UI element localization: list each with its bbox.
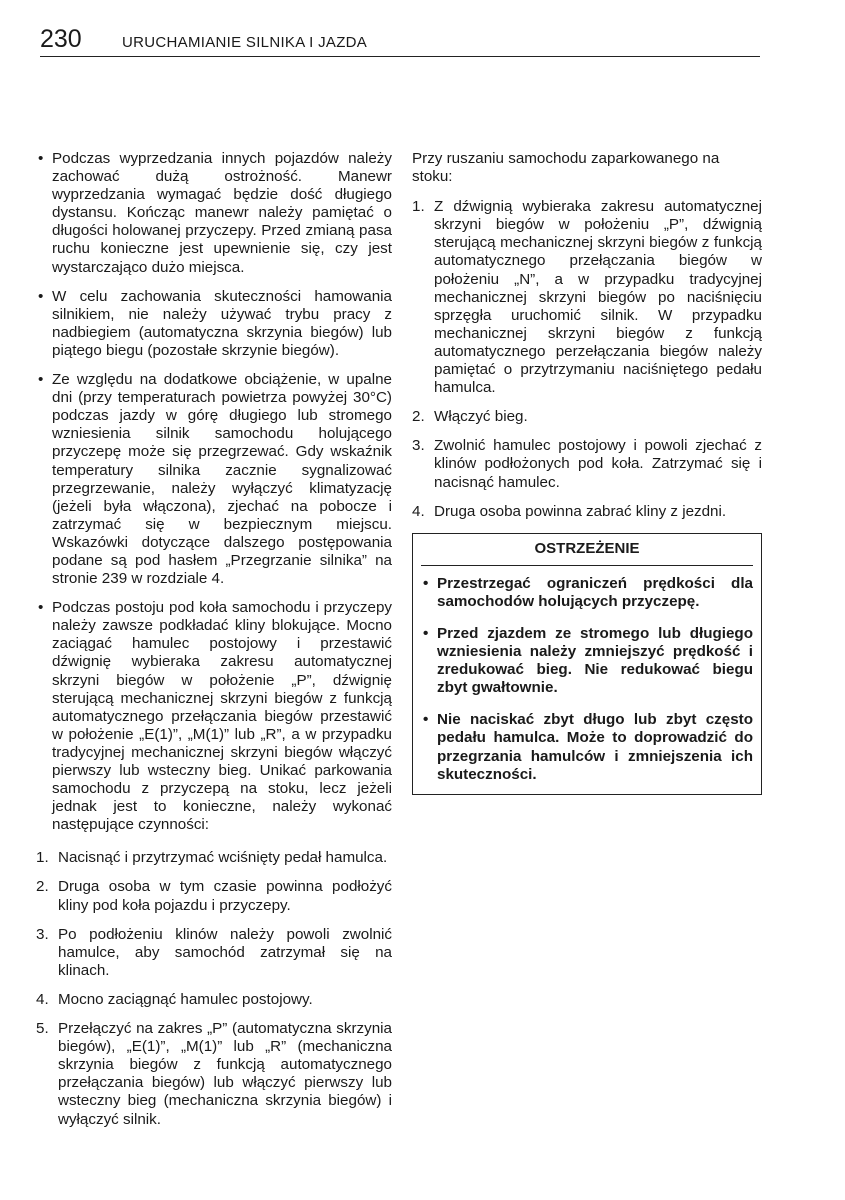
bullet-parking: • Podczas postoju pod koła samochodu i przyczepy należy zawsze podkładać kliny blokujące. Mocno zaciągać hamulec postojowy i przestawić dźwignię wybieraka zakresu automatycznej skrzyni biegów w położenie „P”, dźwignię sterującą mechanicznej skrzyni biegów z funkcją automatycznego przełączania biegów przestawić w położenie „E(1)”, „M(1)” lub „R”, a w przypadku tradycyjnej mechanicznej skrzyni biegów włączyć pierwszy lub wsteczny bieg. Unikać parkowania samochodu z przyczepą na stoku, lecz jeżeli jednak jest to konieczne, należy wykonać następujące czynności:	[36, 599, 392, 834]
step-text: Włączyć bieg.	[434, 408, 528, 426]
step-number: 5.	[36, 1020, 49, 1038]
list-item	[36, 991, 392, 1009]
list-item	[412, 198, 762, 397]
page-number: 230	[40, 25, 82, 53]
bullet-overtaking: • Podczas wyprzedzania innych pojazdów należy zachować dużą ostrożność. Manewr wyprzedzania wymagać będzie dość długiego dystansu. Kończąc manewr należy pamiętać o długości holowanej przyczepy. Przed zmianą pasa ruchu konieczne jest upewnienie się, czy jest wystarczająco dużo miejsca.	[36, 150, 392, 277]
step-number: 1.	[412, 198, 425, 216]
step-number: 4.	[412, 502, 425, 520]
warning-bullet-speed: • Przestrzegać ograniczeń prędkości dla samochodów holujących przyczepę.	[421, 575, 753, 611]
step-text: Po podłożeniu klinów należy powoli zwolnić hamulce, aby samochód zatrzymał się na klinach.	[58, 925, 392, 979]
step-number: 3.	[36, 925, 49, 943]
step-number: 4.	[36, 990, 49, 1008]
step-number: 2.	[36, 878, 49, 896]
warning-bullet-brakes: • Nie naciskać zbyt długo lub zbyt często pedału hamulca. Może to doprowadzić do przegrzania hamulców i zmniejszenia ich skuteczności.	[421, 711, 753, 783]
bullet-overheating: • Ze względu na dodatkowe obciążenie, w upalne dni (przy temperaturach powietrza powyżej 30°C) podczas jazdy w górę długiego lub stromego wzniesienia silnik samochodu holującego przyczepę może się przegrzewać. Gdy wskaźnik temperatury silnika zacznie sygnalizować przegrzewanie, należy wyłączyć klimatyzację (jeżeli była włączona), zjechać na pobocze i zatrzymać się w bezpiecznym miejscu. Wskazówki dotyczące dalszego postępowania podane są pod hasłem „Przegrzanie silnika” na stronie 239 w rozdziale 4.	[36, 371, 392, 588]
step-text: Zwolnić hamulec postojowy i powoli zjechać z klinów podłożonych pod koła. Zatrzymać się i nacisnąć hamulec.	[434, 437, 762, 491]
list-item	[36, 926, 392, 980]
warning-bullet-descent: • Przed zjazdem ze stromego lub długiego wzniesienia należy zmniejszyć prędkość i zredukować bieg. Nie redukować biegu zbyt gwałtownie.	[421, 625, 753, 697]
section-title: URUCHAMIANIE SILNIKA I JAZDA	[122, 34, 368, 51]
bullet-engine-braking: • W celu zachowania skuteczności hamowania silnikiem, nie należy używać trybu pracy z nadbiegiem (automatyczna skrzynia biegów) lub piątego biegu (pozostałe skrzynie biegów).	[36, 288, 392, 360]
list-item	[36, 849, 392, 867]
step-text: Druga osoba w tym czasie powinna podłożyć kliny pod koła pojazdu i przyczepy.	[58, 878, 392, 914]
left-column	[36, 150, 392, 1140]
list-item	[412, 437, 762, 491]
step-number: 2.	[412, 408, 425, 426]
list-item	[412, 408, 762, 426]
intro-text: Przy ruszaniu samochodu zaparkowanego na stoku:	[412, 150, 720, 186]
warning-box	[412, 533, 762, 795]
step-text: Przełączyć na zakres „P” (automatyczna skrzynia biegów), „E(1)”, „M(1)” lub „R” (mechaniczna skrzynia biegów z funkcją automatycznego przełączania biegów) lub włączyć pierwszy lub wsteczny bieg (mechaniczna skrzynia biegów) i wyłączyć silnik.	[58, 1020, 392, 1128]
warning-title: OSTRZEŻENIE	[421, 540, 753, 566]
step-text: Mocno zaciągnąć hamulec postojowy.	[58, 990, 313, 1008]
list-item	[36, 1020, 392, 1129]
step-number: 1.	[36, 849, 49, 867]
page-header	[40, 26, 760, 57]
right-column	[412, 150, 762, 795]
step-text: Druga osoba powinna zabrać kliny z jezdni.	[434, 502, 727, 520]
step-number: 3.	[412, 437, 425, 455]
list-item	[36, 878, 392, 914]
step-text: Nacisnąć i przytrzymać wciśnięty pedał hamulca.	[58, 849, 388, 867]
step-text: Z dźwignią wybieraka zakresu automatycznej skrzyni biegów w położeniu „P”, dźwignią sterującą mechanicznej skrzyni biegów z funkcją automatycznego przełączania biegów w położeniu „N”, a w przypadku tradycyjnej mechanicznej skrzyni biegów po naciśnięciu sprzęgła uruchomić silnik. W przypadku mechanicznej skrzyni biegów z funkcją automatycznego perzełączania biegów należy pamiętać o przytrzymaniu naciśniętego pedału hamulca.	[434, 198, 762, 397]
list-item	[412, 503, 762, 521]
